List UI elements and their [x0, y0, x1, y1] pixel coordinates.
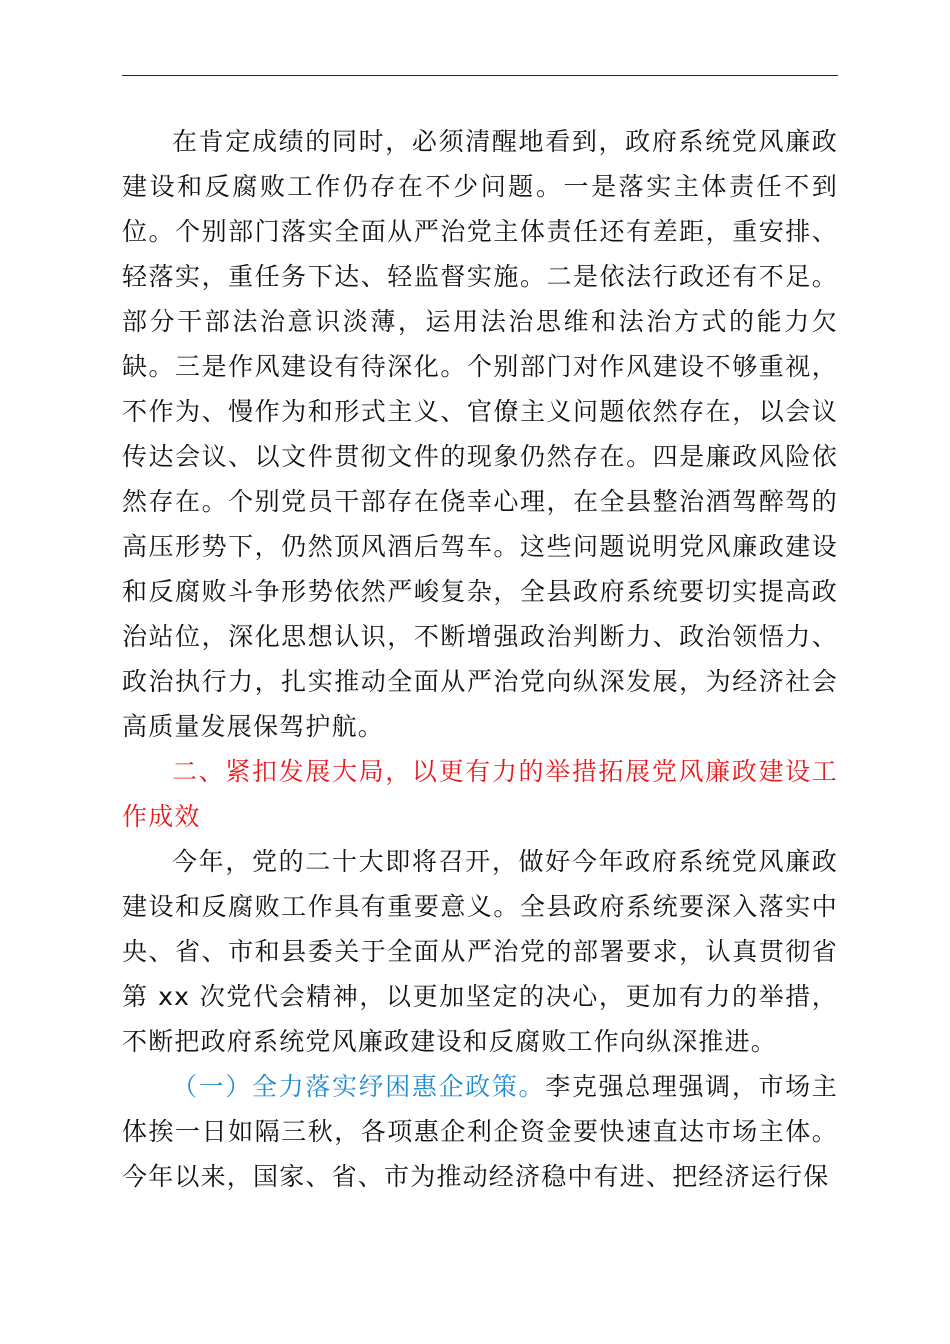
paragraph-this-year: 今年，党的二十大即将召开，做好今年政府系统党风廉政建设和反腐败工作具有重要意义。全县政府系统要深入落实中央、省、市和县委关于全面从严治党的部署要求，认真贯彻省第 xx 次党代会精神，以更加坚定的决心，更加有力的举措，不断把政府系统党风廉政建设和反腐败工作向纵深推进。 — [122, 847, 838, 1056]
section-heading-2: 二、紧扣发展大局，以更有力的举措拓展党风廉政建设工作成效 — [122, 757, 838, 831]
paragraph-subsection-1 — [122, 1064, 838, 1199]
subsection-1-body: 李克强总理强调，市场主体挨一日如隔三秋，各项惠企利企资金要快速直达市场主体。今年以来，国家、省、市为推动经济稳中有进、把经济运行保 — [122, 1072, 838, 1191]
header-rule — [122, 75, 838, 76]
document-body — [122, 119, 838, 1199]
subsection-1-title: （一）全力落实纾困惠企政策。 — [172, 1072, 546, 1101]
paragraph-problems: 在肯定成绩的同时，必须清醒地看到，政府系统党风廉政建设和反腐败工作仍存在不少问题。一是落实主体责任不到位。个别部门落实全面从严治党主体责任还有差距，重安排、轻落实，重任务下达、轻监督实施。二是依法行政还有不足。部分干部法治意识淡薄，运用法治思维和法治方式的能力欠缺。三是作风建设有待深化。个别部门对作风建设不够重视，不作为、慢作为和形式主义、官僚主义问题依然存在，以会议传达会议、以文件贯彻文件的现象仍然存在。四是廉政风险依然存在。个别党员干部存在侥幸心理，在全县整治酒驾醉驾的高压形势下，仍然顶风酒后驾车。这些问题说明党风廉政建设和反腐败斗争形势依然严峻复杂，全县政府系统要切实提高政治站位，深化思想认识，不断增强政治判断力、政治领悟力、政治执行力，扎实推动全面从严治党向纵深发展，为经济社会高质量发展保驾护航。 — [122, 127, 838, 741]
